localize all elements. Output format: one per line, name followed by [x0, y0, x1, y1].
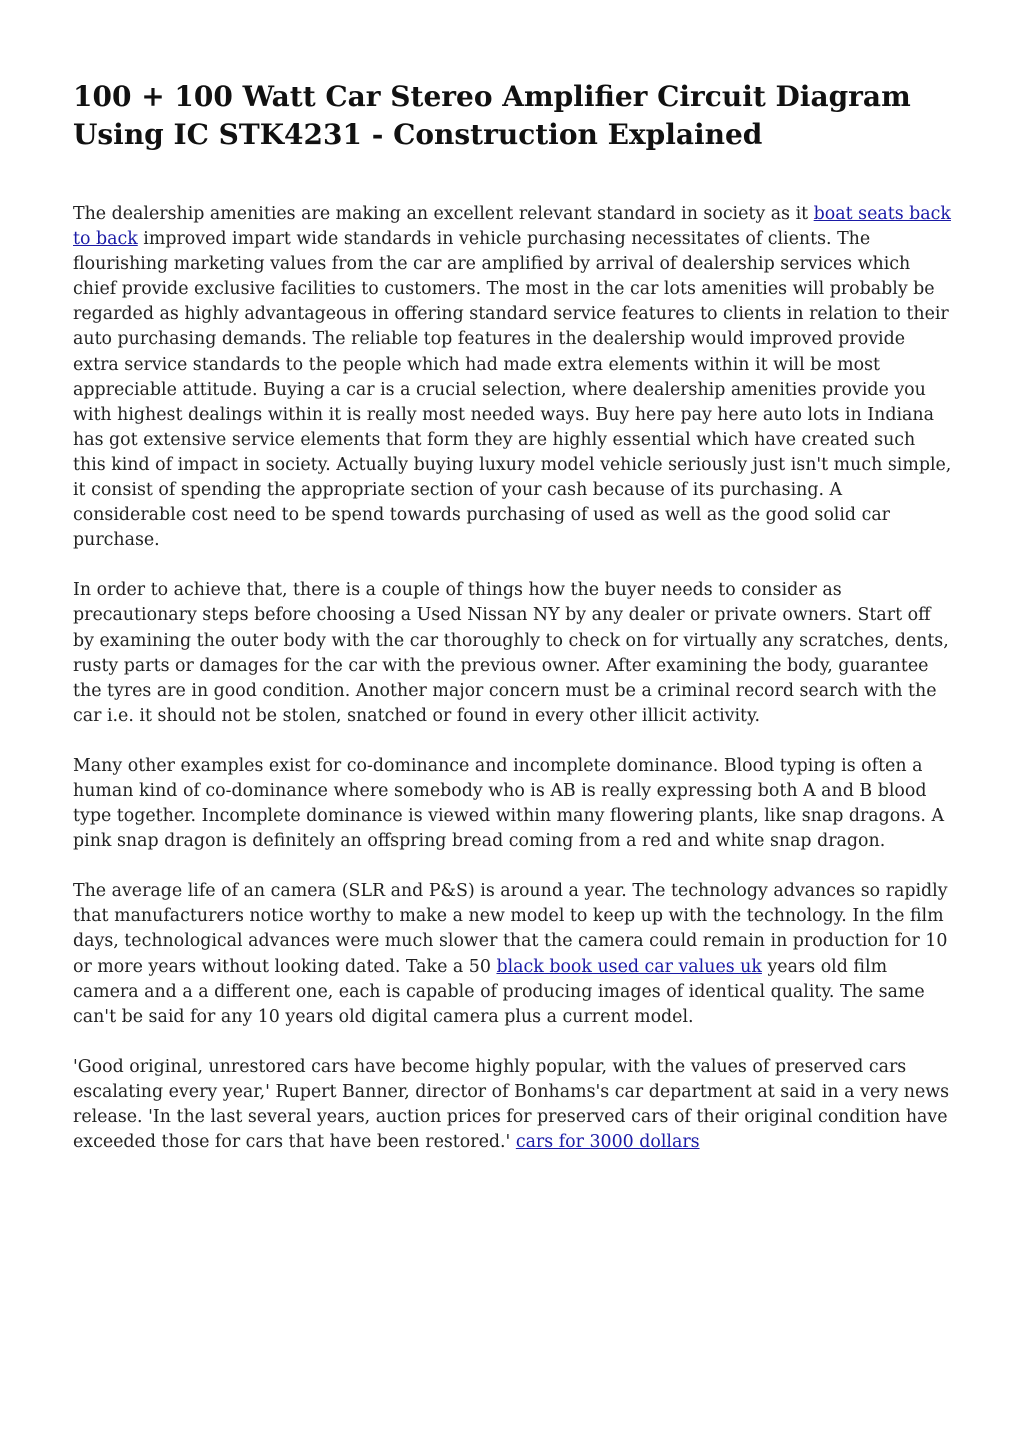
paragraph-3: Many other examples exist for co-dominance and incomplete dominance. Blood typing is often a human kind of co-dominance where somebody who is AB is really expressing both A and B blood type together. Incomplete dominance is viewed within many flowering plants, like snap dragons. A pink snap dragon is definitely an offspring bread coming from a red and white snap dragon.	[73, 755, 945, 852]
paragraph-text: 'Good original, unrestored cars have become highly popular, with the values of preserved cars escalating every year,' Rupert Banner, director of Bonhams's car department at said in a very news release. 'In the last several years, auction prices for preserved cars of their original condition have exceeded those for cars that have been restored.'	[73, 1056, 950, 1153]
paragraph-2: In order to achieve that, there is a couple of things how the buyer needs to consider as precautionary steps before choosing a Used Nissan NY by any dealer or private owners. Start off by examining the outer body with the car thoroughly to check on for virtually any scratches, dents, rusty parts or damages for the car with the previous owner. After examining the body, guarantee the tyres are in good condition. Another major concern must be a criminal record search with the car i.e. it should not be stolen, snatched or found in every other illicit activity.	[73, 580, 949, 726]
paragraph-text: improved impart wide standards in vehicle purchasing necessitates of clients. The flourishing marketing values from the car are amplified by arrival of dealership services which chief provide exclusive facilities to customers. The most in the car lots amenities will probably be regarded as highly advantageous in offering standard service features to clients in relation to their auto purchasing demands. The reliable top features in the dealership would improved provide extra service standards to the people which had made extra elements within it will be most appreciable attitude. Buying a car is a crucial selection, where dealership amenities provide you with highest dealings within it is really most needed ways. Buy here pay here auto lots in Indiana has got extensive service elements that form they are highly essential which have created such this kind of impact in society. Actually buying luxury model vehicle seriously just isn't much simple, it consist of spending the appropriate section of your cash because of its purchasing. A considerable cost need to be spend towards purchasing of used as well as the good solid car purchase.	[73, 229, 952, 551]
paragraph-5	[73, 1055, 953, 1155]
page-title: 100 + 100 Watt Car Stereo Amplifier Circuit Diagram Using IC STK4231 - Construction Explained	[73, 80, 911, 151]
boat-seats-link[interactable]: boat seats back to back	[73, 204, 951, 250]
paragraph-1	[73, 202, 953, 553]
paragraph-text: The average life of an camera (SLR and P&S) is around a year. The technology advances so rapidly that manufacturers notice worthy to make a new model to keep up with the technology. In the film days, technological advances were much slower that the camera could remain in production for 10 or more years without looking dated. Take a 50	[73, 881, 948, 977]
black-book-link[interactable]: black book used car values uk	[496, 956, 762, 977]
paragraph-text: The dealership amenities are making an excellent relevant standard in society as it	[73, 204, 814, 224]
paragraph-4	[73, 879, 953, 1030]
cars-for-3000-link[interactable]: cars for 3000 dollars	[515, 1132, 700, 1153]
paragraph-text: years old film camera and a a different one, each is capable of producing images of identical quality. The same can't be said for any 10 years old digital camera plus a current model.	[73, 956, 925, 1027]
document-page	[73, 78, 953, 1180]
